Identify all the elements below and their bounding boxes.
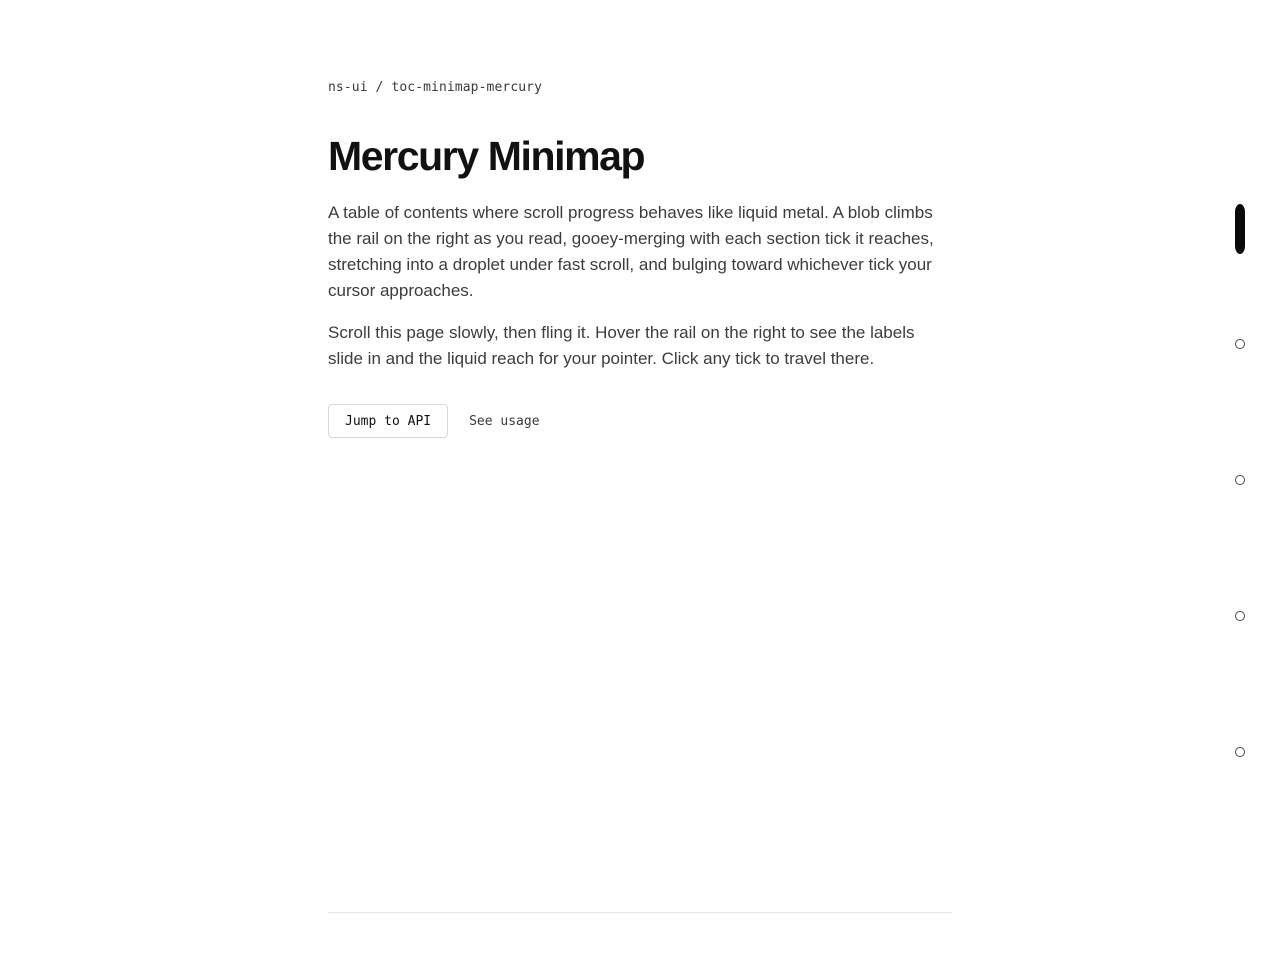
breadcrumb: ns-ui / toc-minimap-mercury <box>328 80 543 95</box>
liquid-progress-blob[interactable] <box>1235 204 1245 254</box>
rail-tick-4[interactable] <box>1235 611 1245 621</box>
toc-minimap-rail[interactable] <box>1226 190 1254 770</box>
rail-tick-3[interactable] <box>1235 475 1245 485</box>
action-buttons <box>328 404 557 438</box>
hint-paragraph: Scroll this page slowly, then fling it. Hover the rail on the right to see the labels slide in and the liquid reach for your pointer. Click any tick to travel there. <box>328 323 915 368</box>
rail-tick-5[interactable] <box>1235 747 1245 757</box>
jump-to-api-button[interactable]: Jump to API <box>328 404 448 438</box>
intro-paragraph: A table of contents where scroll progress behaves like liquid metal. A blob climbs the rail on the right as you read, gooey-merging with each section tick it reaches, stretching into a droplet under fast scroll, and bulging toward whichever tick your cursor approaches. <box>328 203 934 300</box>
page-title: Mercury Minimap <box>328 133 645 179</box>
rail-tick-2[interactable] <box>1235 339 1245 349</box>
see-usage-button[interactable]: See usage <box>452 404 556 438</box>
section-divider <box>328 912 952 913</box>
